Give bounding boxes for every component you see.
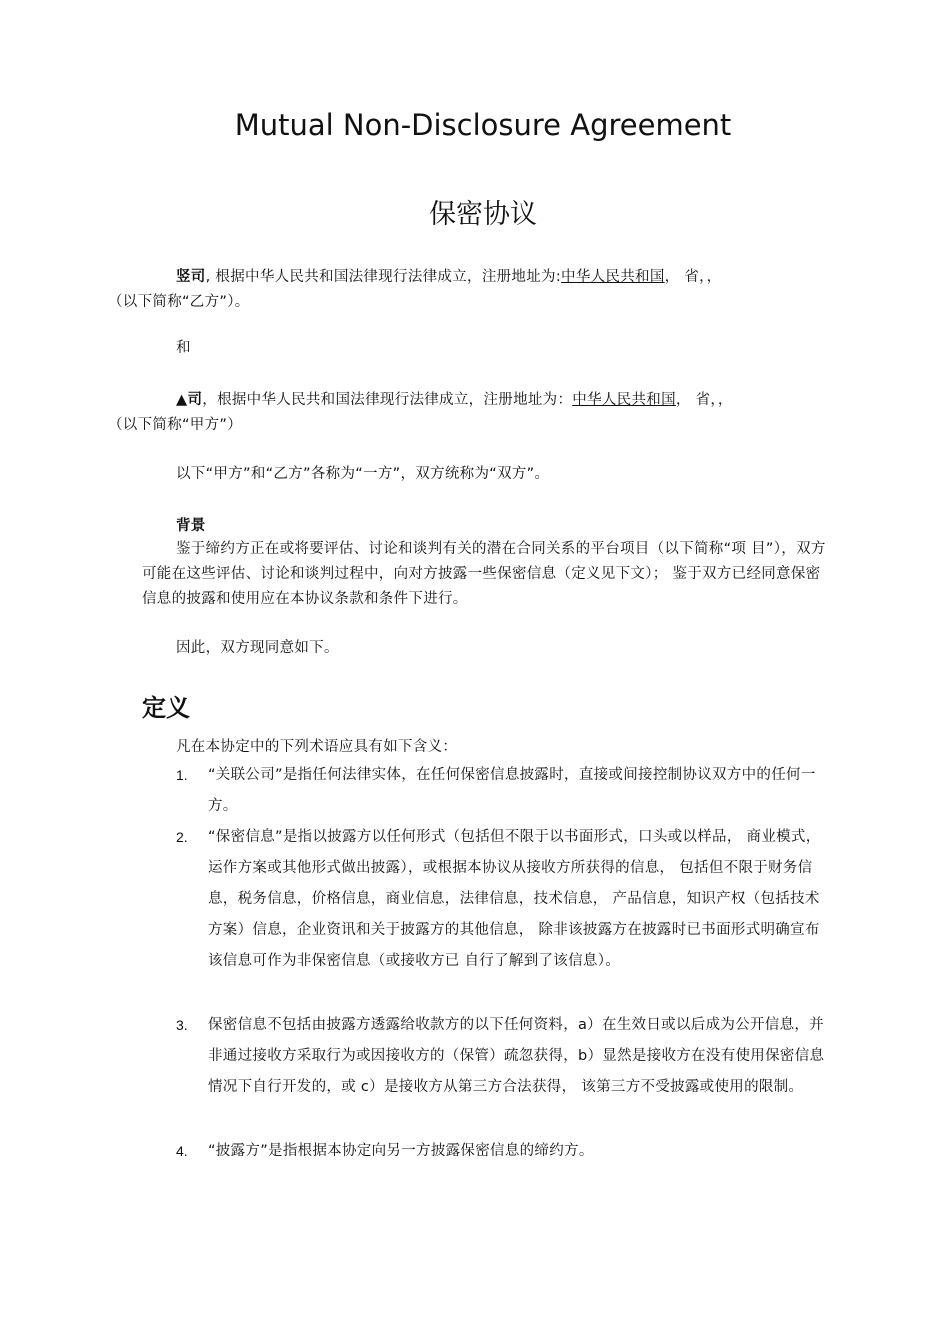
party-b-text-b: ， 省，， — [664, 269, 722, 285]
party-a-paragraph — [108, 388, 826, 438]
definitions-intro: 凡在本协定中的下列术语应具有如下含义： — [176, 739, 458, 755]
definition-item: “披露方”是指根据本协定向另一方披露保密信息的缔约方。 — [208, 1143, 594, 1159]
parties-statement: 以下“甲方”和“乙方”各称为“一方”，双方统称为“双方”。 — [176, 466, 550, 482]
title-chinese: 保密协议 — [429, 199, 537, 230]
party-a-address: 中华人民共和国 — [572, 392, 676, 408]
party-b-text-a: , 根据中华人民共和国法律现行法律成立，注册地址为: — [205, 269, 562, 285]
party-b-name: 竖司 — [176, 269, 206, 285]
party-b-paragraph — [108, 265, 826, 315]
and-text: 和 — [176, 340, 191, 356]
party-a-text-a: ，根据中华人民共和国法律现行法律成立，注册地址为： — [202, 392, 573, 408]
definition-item: “保密信息”是指以披露方以任何形式（包括但不限于以书面形式，口头或以样品， 商业模式，运作方案或其他形式做出披露），或根据本协议从接收方所获得的信息， 包括但不限于财务信息，税务信息，价格信息，商业信息，法律信息，技术信息， 产品信息，知识产权（包括技术方案）信息，企业资讯和关于披露方的其他信息， 除非该披露方在披露时已书面形式明确宣布该信息可作为非保密信息（或接收方已 自行了解到了该信息）。 — [208, 829, 821, 969]
background-text: 鉴于缔约方正在或将要评估、讨论和谈判有关的潜在合同关系的平台项目（以下简称“项 目”），双方可能在这些评估、讨论和谈判过程中，向对方披露一些保密信息（定义见下文）； 鉴于双方已经同意保密信息的披露和使用应在本协议条款和条件下进行。 — [142, 541, 826, 607]
party-a-name: ▲司 — [176, 392, 203, 408]
party-a-text-b: ， 省，， — [675, 392, 733, 408]
definition-item: “关联公司”是指任何法律实体，在任何保密信息披露时，直接或间接控制协议双方中的任何一方。 — [208, 767, 816, 814]
party-a-abbrev: （以下简称“甲方”） — [108, 417, 243, 433]
definition-item: 保密信息不包括由披露方透露给收款方的以下任何资料，a）在生效日或以后成为公开信息，并非通过接收方采取行为或因接收方的（保管）疏忽获得，b）显然是接收方在没有使用保密信息情况下自行开发的，或 c）是接收方从第三方合法获得， 该第三方不受披露或使用的限制。 — [208, 1017, 825, 1095]
therefore-text: 因此，双方现同意如下。 — [176, 640, 339, 656]
definition-number: 3. — [176, 1017, 188, 1033]
background-heading: 背景 — [176, 518, 206, 534]
party-b-abbrev: （以下简称“乙方”）。 — [108, 294, 250, 310]
definition-number: 2. — [176, 829, 188, 845]
definition-number: 1. — [176, 767, 188, 783]
definitions-heading: 定义 — [142, 694, 190, 722]
party-b-address: 中华人民共和国 — [561, 269, 665, 285]
definition-number: 4. — [176, 1143, 188, 1159]
title-english: Mutual Non-Disclosure Agreement — [234, 108, 732, 142]
